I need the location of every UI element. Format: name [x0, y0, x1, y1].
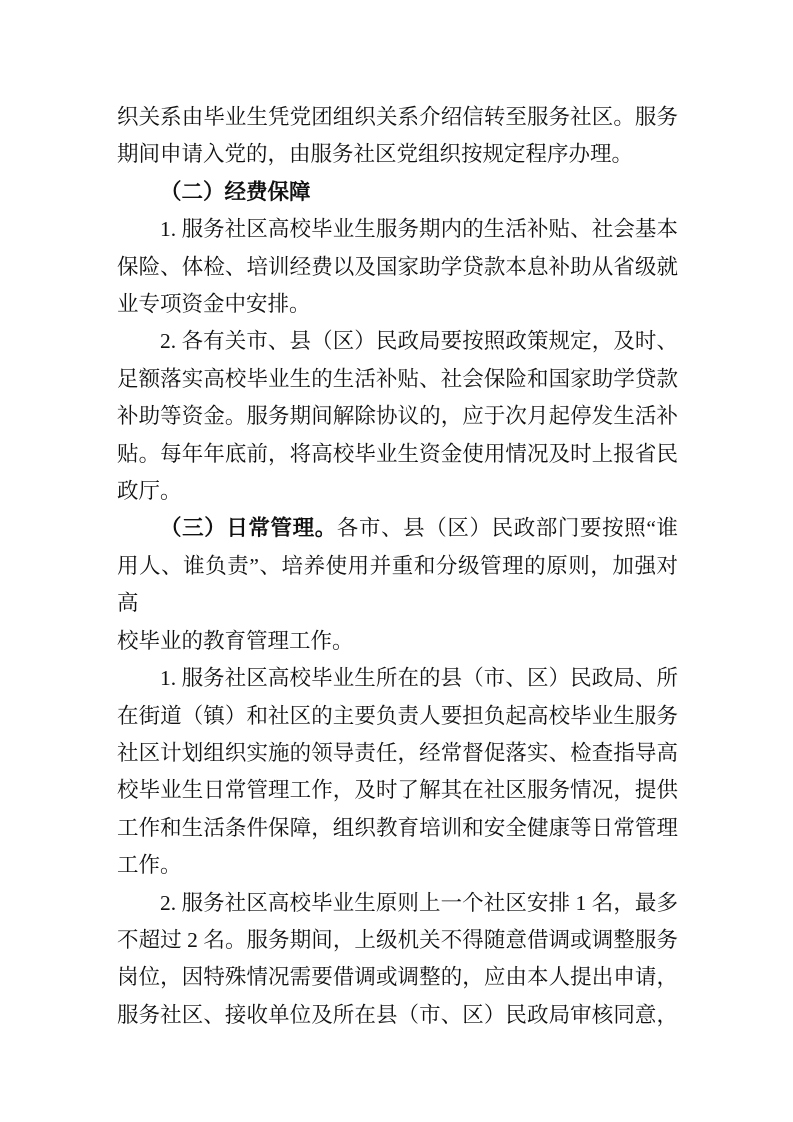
body-run: 岗位，因特殊情况需要借调或调整的，应由本人提出申请， — [117, 965, 678, 990]
text-line — [117, 847, 678, 884]
text-line — [117, 361, 678, 398]
paragraph-numbered-item — [117, 211, 678, 323]
paragraph-heading — [117, 174, 678, 211]
document-text-block — [117, 99, 678, 1034]
paragraph-heading-with-body — [117, 510, 678, 660]
text-line — [117, 249, 678, 286]
text-line — [117, 211, 678, 248]
body-run: 2. 服务社区高校毕业生原则上一个社区安排 1 名，最多 — [160, 890, 678, 915]
body-run: 工作。 — [117, 853, 182, 878]
text-line — [117, 323, 678, 360]
body-run: 服务社区、接收单位及所在县（市、区）民政局审核同意， — [117, 1002, 678, 1027]
body-run: 政厅。 — [117, 479, 182, 504]
body-run: 各市、县（区）民政部门要按照“谁 — [336, 516, 678, 541]
text-line — [117, 99, 678, 136]
paragraph-numbered-item — [117, 323, 678, 510]
body-run: 1. 服务社区高校毕业生服务期内的生活补贴、社会基本 — [160, 217, 678, 242]
body-run: 校毕业生日常管理工作，及时了解其在社区服务情况，提供 — [117, 778, 678, 803]
body-run: 1. 服务社区高校毕业生所在的县（市、区）民政局、所 — [160, 666, 678, 691]
text-line — [117, 623, 678, 660]
body-run: 业专项资金中安排。 — [117, 292, 311, 317]
text-line — [117, 810, 678, 847]
body-run: 补助等资金。服务期间解除协议的，应于次月起停发生活补 — [117, 404, 678, 429]
text-line — [117, 136, 678, 173]
body-run: 织关系由毕业生凭党团组织关系介绍信转至服务社区。服务 — [117, 105, 678, 129]
text-line — [117, 959, 678, 996]
text-line — [117, 473, 678, 510]
body-run: 足额落实高校毕业生的生活补贴、社会保险和国家助学贷款 — [117, 366, 678, 391]
body-run: 工作和生活条件保障，组织教育培训和安全健康等日常管理 — [117, 815, 678, 840]
body-run: 用人、谁负责”、培养使用并重和分级管理的原则，加强对高 — [117, 553, 678, 616]
text-line — [117, 885, 678, 922]
heading-run: （二）经费保障 — [160, 179, 311, 204]
body-run: 在街道（镇）和社区的主要负责人要担负起高校毕业生服务 — [117, 703, 678, 728]
text-line — [117, 772, 678, 809]
text-line — [117, 698, 678, 735]
paragraph-numbered-item — [117, 885, 678, 1035]
body-run: 社区计划组织实施的领导责任，经常督促落实、检查指导高 — [117, 740, 678, 765]
body-run: 校毕业的教育管理工作。 — [117, 628, 354, 653]
body-run: 不超过 2 名。服务期间，上级机关不得随意借调或调整服务 — [117, 927, 678, 952]
text-line — [117, 436, 678, 473]
paragraph-numbered-item — [117, 660, 678, 884]
text-line — [117, 286, 678, 323]
body-run: 贴。每年年底前，将高校毕业生资金使用情况及时上报省民 — [117, 441, 678, 466]
text-line — [117, 660, 678, 697]
heading-run: （三）日常管理。 — [160, 516, 337, 541]
text-line — [117, 174, 678, 211]
text-line — [117, 398, 678, 435]
body-run: 2. 各有关市、县（区）民政局要按照政策规定，及时、 — [160, 329, 678, 354]
text-line — [117, 922, 678, 959]
text-line — [117, 735, 678, 772]
text-line — [117, 997, 678, 1034]
text-line — [117, 548, 678, 623]
text-line — [117, 510, 678, 547]
body-run: 保险、体检、培训经费以及国家助学贷款本息补助从省级就 — [117, 254, 678, 279]
body-run: 期间申请入党的，由服务社区党组织按规定程序办理。 — [117, 142, 634, 167]
paragraph-body-continued — [117, 99, 678, 174]
